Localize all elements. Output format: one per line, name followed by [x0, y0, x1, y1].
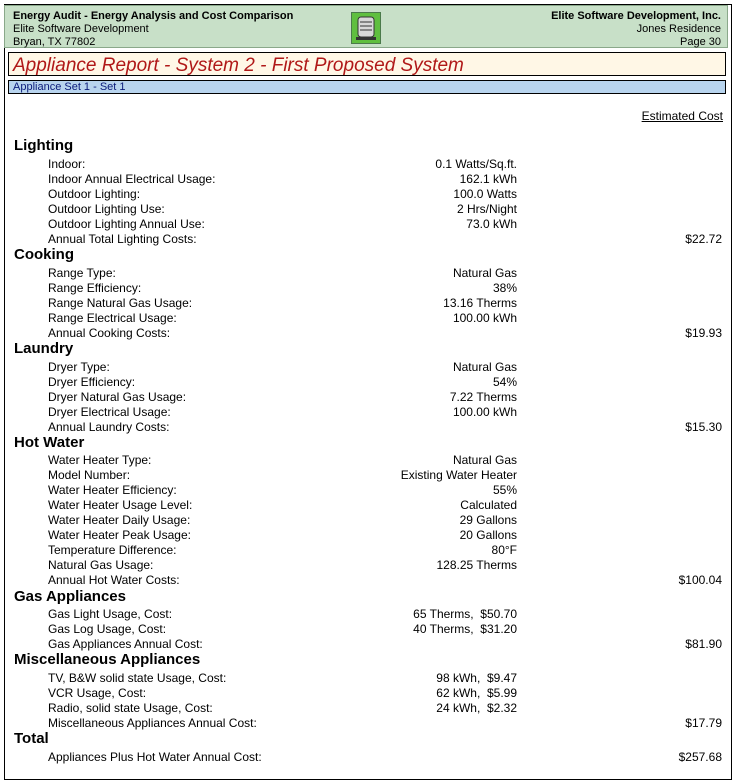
- row-cost: $17.79: [685, 716, 722, 730]
- company-name: Elite Software Development: [13, 23, 149, 35]
- report-row: [0, 326, 738, 341]
- row-value: Natural Gas: [452, 453, 517, 467]
- row-value: 62 kWh, $5.99: [436, 686, 517, 700]
- row-label: VCR Usage, Cost:: [48, 686, 147, 700]
- row-label: Radio, solid state Usage, Cost:: [48, 701, 213, 715]
- row-value: 40 Therms, $31.20: [413, 622, 517, 636]
- row-label: Dryer Type:: [48, 360, 110, 374]
- row-label: Water Heater Peak Usage:: [48, 528, 191, 542]
- row-label: Range Efficiency:: [48, 281, 142, 295]
- section-heading-lighting: Lighting: [14, 137, 74, 154]
- report-row: [0, 360, 738, 375]
- row-label: Miscellaneous Appliances Annual Cost:: [48, 716, 257, 730]
- report-row: [0, 311, 738, 326]
- row-value: Natural Gas: [452, 266, 517, 280]
- row-label: Model Number:: [48, 468, 131, 482]
- report-title-bar: [8, 52, 726, 76]
- report-row: [0, 232, 738, 247]
- row-value: 29 Gallons: [459, 513, 517, 527]
- report-row: [0, 637, 738, 652]
- row-value: Natural Gas: [452, 360, 517, 374]
- section-heading-laundry: Laundry: [14, 340, 74, 357]
- report-row: [0, 202, 738, 217]
- report-row: [0, 172, 738, 187]
- report-row: [0, 528, 738, 543]
- row-value: 20 Gallons: [459, 528, 517, 542]
- row-label: Range Electrical Usage:: [48, 311, 177, 325]
- section-heading-cooking: Cooking: [14, 246, 74, 263]
- row-label: Water Heater Daily Usage:: [48, 513, 191, 527]
- vendor-name: Elite Software Development, Inc.: [551, 10, 721, 22]
- report-row: [0, 453, 738, 468]
- row-label: Range Natural Gas Usage:: [48, 296, 193, 310]
- row-label: Temperature Difference:: [48, 543, 177, 557]
- row-value: 0.1 Watts/Sq.ft.: [435, 157, 517, 171]
- row-label: Outdoor Lighting Use:: [48, 202, 165, 216]
- row-value: 55%: [492, 483, 517, 497]
- row-cost: $22.72: [685, 232, 722, 246]
- section-heading-total: Total: [14, 730, 49, 747]
- header-left: [13, 10, 293, 49]
- row-label: Water Heater Type:: [48, 453, 152, 467]
- report-row: [0, 573, 738, 588]
- row-value: 2 Hrs/Night: [456, 202, 517, 216]
- page-number: Page 30: [680, 36, 721, 48]
- row-label: Annual Hot Water Costs:: [48, 573, 180, 587]
- company-address: Bryan, TX 77802: [13, 36, 96, 48]
- report-header: [4, 5, 728, 48]
- report-row: [0, 483, 738, 498]
- report-row: [0, 266, 738, 281]
- row-value: 100.00 kWh: [452, 405, 517, 419]
- row-label: Natural Gas Usage:: [48, 558, 154, 572]
- report-row: [0, 498, 738, 513]
- section-heading-hot-water: Hot Water: [14, 434, 85, 451]
- project-name: Jones Residence: [636, 23, 721, 35]
- row-cost: $19.93: [685, 326, 722, 340]
- row-label: Gas Log Usage, Cost:: [48, 622, 167, 636]
- section-heading-gas: Gas Appliances: [14, 588, 126, 605]
- row-value: 162.1 kWh: [459, 172, 517, 186]
- header-right: [551, 10, 721, 49]
- report-row: [0, 750, 738, 765]
- report-row: [0, 157, 738, 172]
- row-cost: $81.90: [685, 637, 722, 651]
- report-row: [0, 296, 738, 311]
- row-value: Calculated: [460, 498, 517, 512]
- software-logo-icon: [351, 12, 381, 44]
- report-row: [0, 281, 738, 296]
- report-row: [0, 701, 738, 716]
- row-value: 80°F: [491, 543, 517, 557]
- report-row: [0, 543, 738, 558]
- row-label: Appliances Plus Hot Water Annual Cost:: [48, 750, 262, 764]
- row-value: 38%: [492, 281, 517, 295]
- row-label: Indoor Annual Electrical Usage:: [48, 172, 216, 186]
- row-value: 100.0 Watts: [453, 187, 517, 201]
- row-label: Gas Light Usage, Cost:: [48, 607, 173, 621]
- report-row: [0, 716, 738, 731]
- row-value: 13.16 Therms: [443, 296, 517, 310]
- row-label: Water Heater Efficiency:: [48, 483, 177, 497]
- section-heading-misc: Miscellaneous Appliances: [14, 651, 201, 668]
- row-label: Range Type:: [48, 266, 116, 280]
- row-label: Dryer Natural Gas Usage:: [48, 390, 187, 404]
- row-value: 7.22 Therms: [449, 390, 517, 404]
- estimated-cost-header: Estimated Cost: [641, 109, 723, 123]
- row-label: Water Heater Usage Level:: [48, 498, 193, 512]
- row-label: Gas Appliances Annual Cost:: [48, 637, 203, 651]
- row-value: 98 kWh, $9.47: [436, 671, 517, 685]
- row-label: Annual Total Lighting Costs:: [48, 232, 197, 246]
- report-row: [0, 375, 738, 390]
- report-row: [0, 217, 738, 232]
- row-label: TV, B&W solid state Usage, Cost:: [48, 671, 227, 685]
- row-label: Outdoor Lighting:: [48, 187, 141, 201]
- row-label: Dryer Efficiency:: [48, 375, 136, 389]
- row-cost: $257.68: [678, 750, 722, 764]
- report-row: [0, 468, 738, 483]
- appliance-set-label: Appliance Set 1 - Set 1: [13, 81, 126, 93]
- row-value: 65 Therms, $50.70: [413, 607, 517, 621]
- row-value: 24 kWh, $2.32: [436, 701, 517, 715]
- row-value: 54%: [492, 375, 517, 389]
- row-label: Dryer Electrical Usage:: [48, 405, 171, 419]
- row-cost: $15.30: [685, 420, 722, 434]
- row-cost: $100.04: [678, 573, 722, 587]
- report-row: [0, 671, 738, 686]
- program-title: Energy Audit - Energy Analysis and Cost Comparison: [13, 10, 294, 22]
- appliance-set-bar: [8, 80, 726, 94]
- report-row: [0, 420, 738, 435]
- row-label: Outdoor Lighting Annual Use:: [48, 217, 205, 231]
- report-row: [0, 513, 738, 528]
- report-row: [0, 607, 738, 622]
- report-title: Appliance Report - System 2 - First Proposed System: [13, 55, 464, 76]
- report-row: [0, 622, 738, 637]
- report-row: [0, 686, 738, 701]
- row-label: Annual Cooking Costs:: [48, 326, 171, 340]
- report-row: [0, 187, 738, 202]
- row-label: Annual Laundry Costs:: [48, 420, 170, 434]
- row-value: 100.00 kWh: [452, 311, 517, 325]
- report-row: [0, 558, 738, 573]
- row-label: Indoor:: [48, 157, 86, 171]
- row-value: Existing Water Heater: [400, 468, 517, 482]
- row-value: 128.25 Therms: [436, 558, 517, 572]
- report-row: [0, 390, 738, 405]
- report-row: [0, 405, 738, 420]
- row-value: 73.0 kWh: [466, 217, 517, 231]
